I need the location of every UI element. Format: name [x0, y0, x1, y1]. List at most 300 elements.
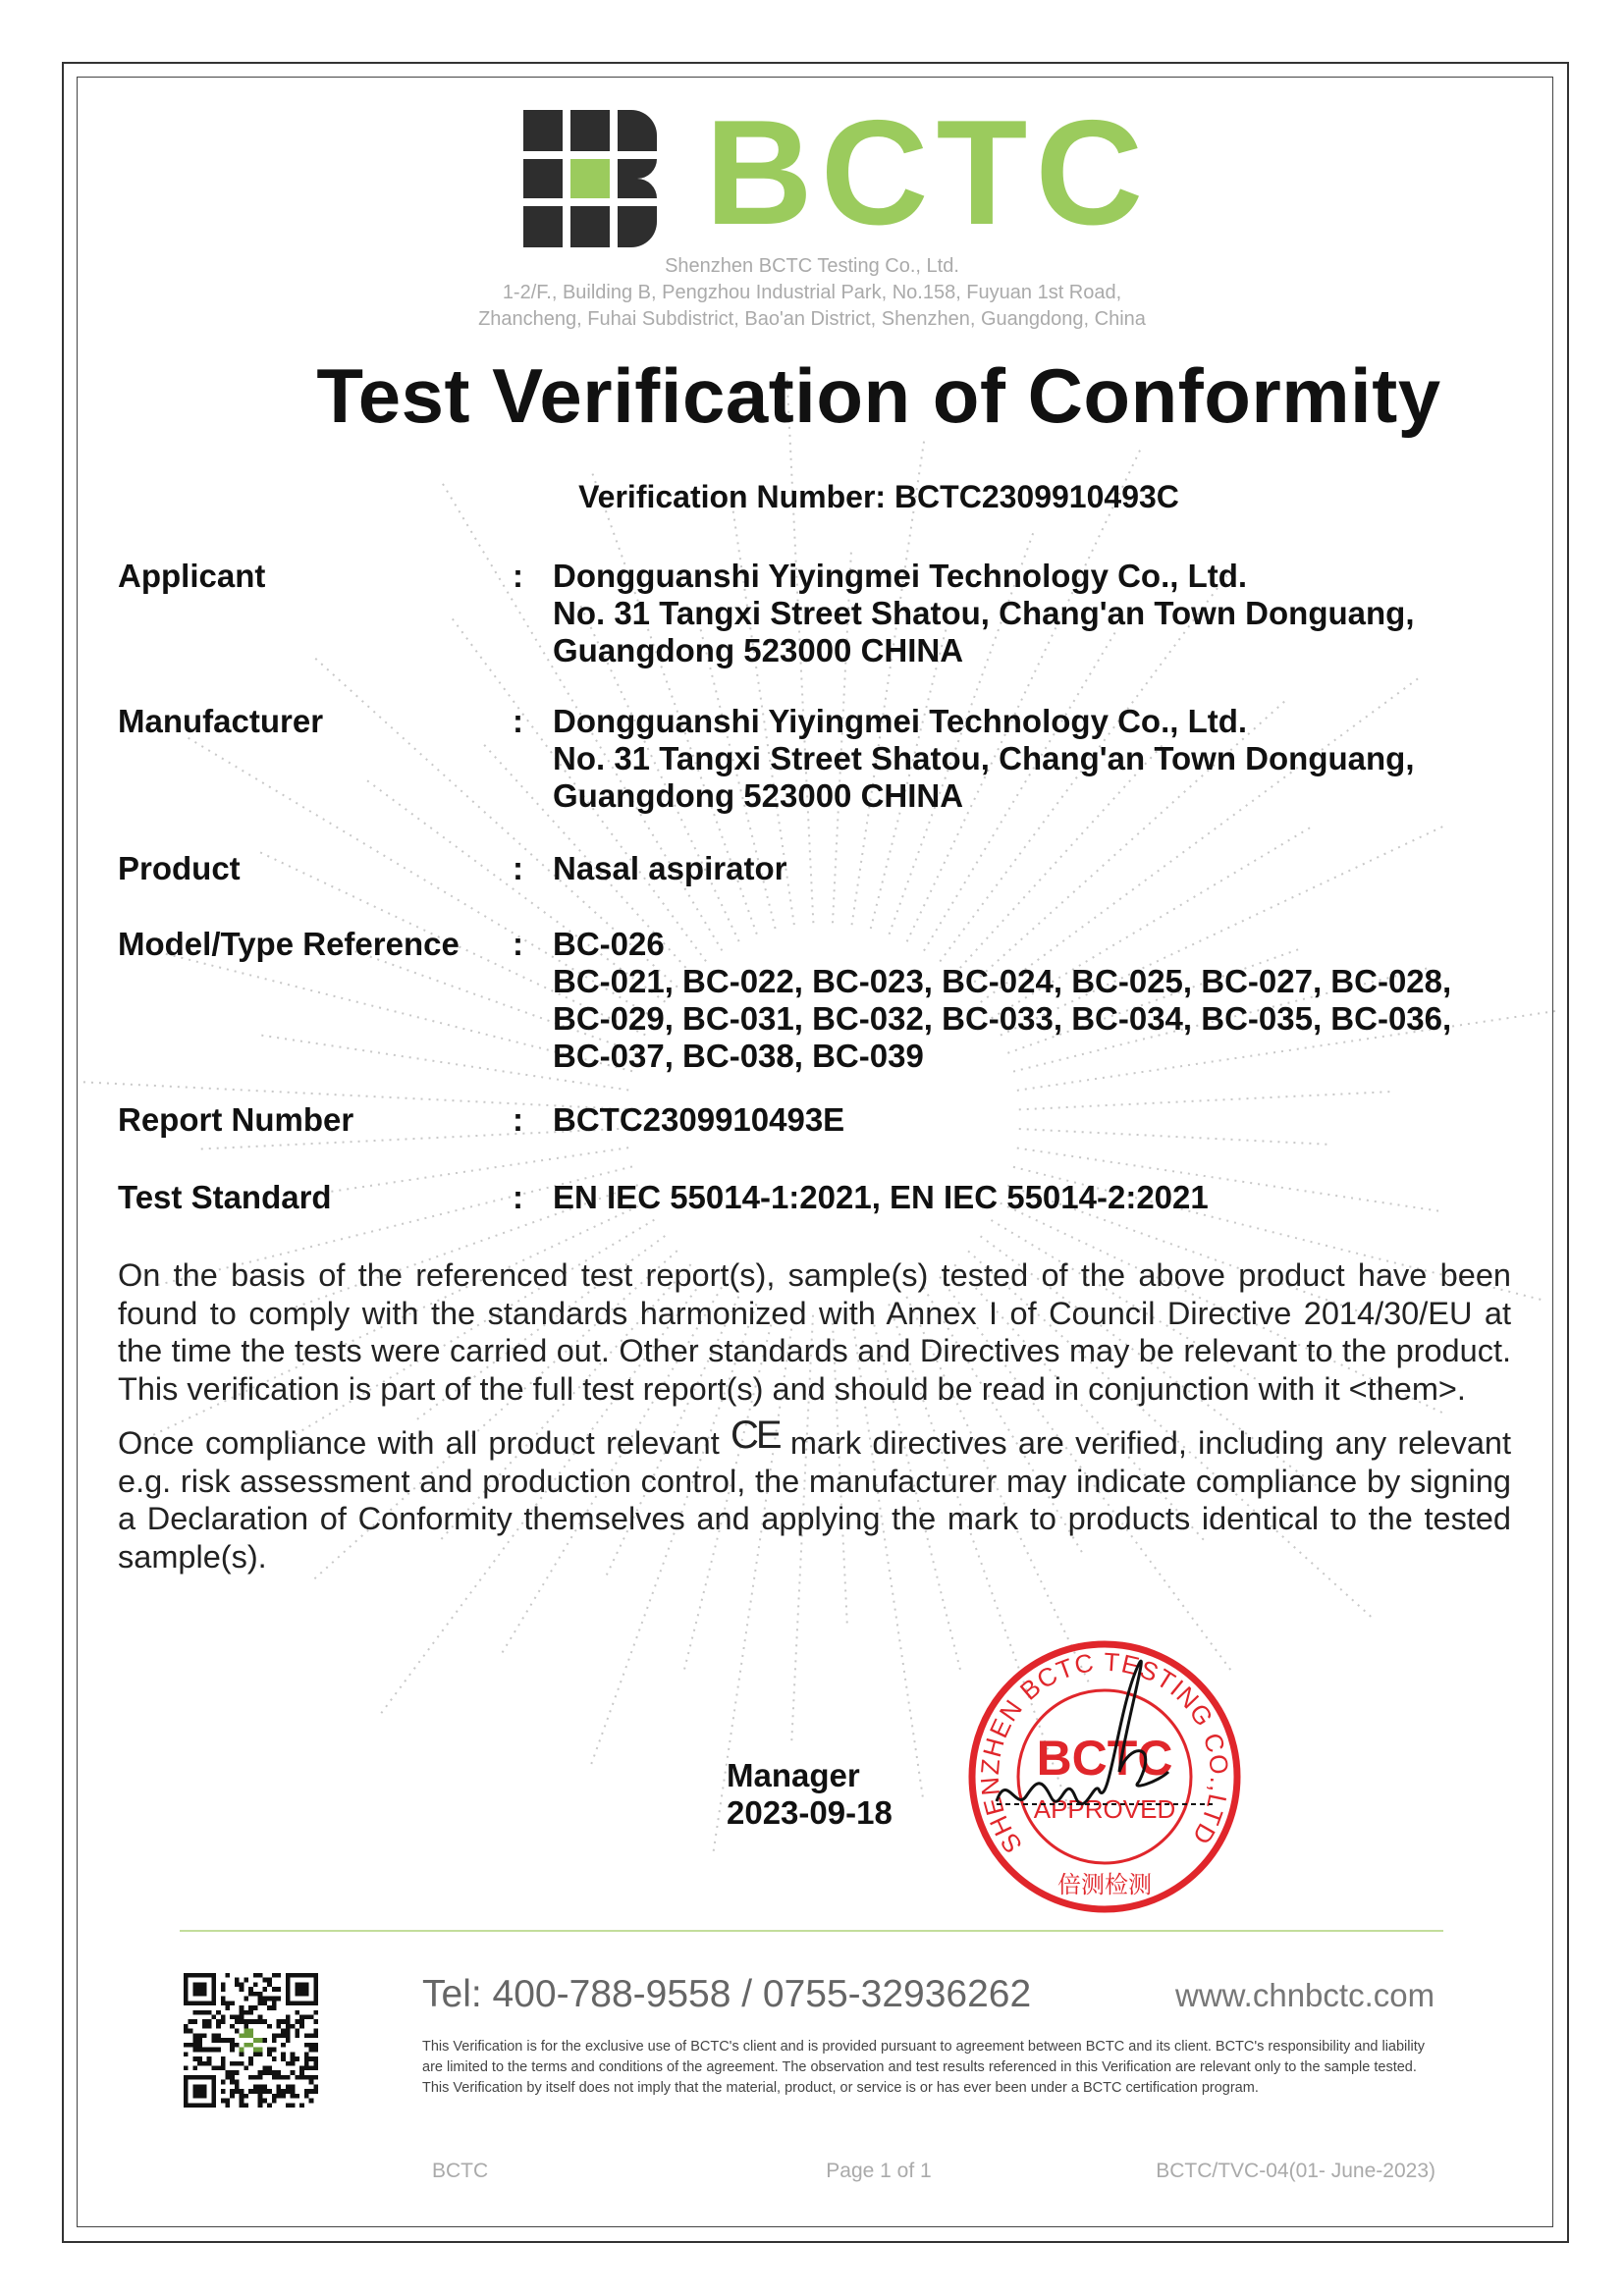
field-value [553, 926, 1451, 1075]
field-value [553, 558, 1414, 669]
qr-module [313, 2033, 318, 2038]
qr-module [281, 2094, 286, 2099]
qr-module [226, 2075, 231, 2080]
qr-module [309, 2089, 314, 2094]
qr-module [286, 2033, 291, 2038]
qr-module [240, 2052, 244, 2056]
qr-module [299, 2019, 304, 2024]
qr-module [248, 2029, 253, 2034]
qr-module [221, 1987, 226, 1992]
qr-module [262, 2065, 267, 2070]
qr-module [240, 2010, 244, 2015]
qr-module [253, 2005, 258, 2010]
qr-module [221, 2056, 226, 2061]
svg-text:SHENZHEN BCTC TESTING CO.,LTD: SHENZHEN BCTC TESTING CO.,LTD [974, 1646, 1235, 1859]
qr-module [244, 2029, 248, 2034]
qr-module [286, 2015, 291, 2020]
qr-module [313, 2010, 318, 2015]
qr-module [299, 2065, 304, 2070]
qr-module [281, 2089, 286, 2094]
qr-module [230, 2043, 235, 2048]
qr-module [267, 1978, 272, 1983]
qr-module [267, 2065, 272, 2070]
qr-module [226, 2070, 231, 2075]
footer-left: BCTC [432, 2160, 489, 2182]
qr-module [226, 1973, 231, 1978]
qr-module [267, 2048, 272, 2053]
qr-module [235, 2061, 240, 2066]
qr-module [304, 2052, 309, 2056]
qr-module [291, 2056, 296, 2061]
qr-module [230, 2015, 235, 2020]
field-value-line: Nasal aspirator [553, 850, 787, 886]
qr-module [221, 2089, 226, 2094]
field-value [553, 1179, 1209, 1216]
qr-module [240, 2061, 244, 2066]
field-value-line: BC-026 [553, 926, 665, 962]
qr-module [295, 2075, 299, 2080]
field-value-line: Guangdong 523000 CHINA [553, 632, 964, 668]
qr-module [192, 2010, 197, 2015]
ce-paragraph [118, 1414, 1511, 1575]
qr-module [248, 2043, 253, 2048]
qr-module [226, 2099, 231, 2104]
qr-module [244, 2094, 248, 2099]
ce-text-before: Once compliance with all product relevant [118, 1425, 720, 1461]
qr-module [262, 2038, 267, 2043]
qr-module [272, 2099, 277, 2104]
qr-module [197, 2056, 202, 2061]
qr-module [304, 2075, 309, 2080]
qr-module [184, 2024, 189, 2029]
qr-module [221, 2015, 226, 2020]
qr-module [248, 1992, 253, 1997]
qr-module [267, 2070, 272, 2075]
qr-module [216, 2033, 221, 2038]
field-value [553, 850, 786, 887]
qr-module [244, 1978, 248, 1983]
qr-module [272, 2056, 277, 2061]
qr-module [248, 2056, 253, 2061]
qr-module [211, 2048, 216, 2053]
page-title: Test Verification of Conformity [316, 352, 1441, 439]
qr-module [192, 2065, 197, 2070]
qr-module [281, 2029, 286, 2034]
qr-module [309, 2099, 314, 2104]
qr-module [253, 2019, 258, 2024]
qr-finder [192, 2084, 206, 2098]
qr-module [272, 2005, 277, 2010]
qr-module [207, 2024, 212, 2029]
qr-module [286, 2061, 291, 2066]
qr-module [216, 2065, 221, 2070]
qr-module [253, 1973, 258, 1978]
qr-module [272, 2048, 277, 2053]
qr-module [276, 1997, 281, 2002]
signature-block [727, 1757, 893, 1832]
field-value-line: No. 31 Tangxi Street Shatou, Chang'an Town Donguang, [553, 740, 1415, 776]
field-value-line: Dongguanshi Yiyingmei Technology Co., Ltd. [553, 703, 1248, 739]
qr-module [235, 2089, 240, 2094]
qr-module [240, 1982, 244, 1987]
svg-text:BCTC: BCTC [1036, 1731, 1173, 1786]
qr-module [248, 2005, 253, 2010]
qr-module [272, 1997, 277, 2002]
qr-module [281, 2033, 286, 2038]
qr-module [192, 2043, 197, 2048]
qr-module [189, 2019, 193, 2024]
qr-module [253, 2048, 258, 2053]
qr-module [244, 2024, 248, 2029]
qr-module [262, 1997, 267, 2002]
qr-module [313, 2089, 318, 2094]
qr-module [267, 1982, 272, 1987]
disclaimer: This Verification is for the exclusive use of BCTC's client and is provided pursuant to agreement between BCTC and its client. BCTC's responsibility and liability are limited to the terms and conditions of the agreement. The observation and test results referenced in this Verification are relevant only to the sample tested. This Verification by itself does not imply that the material, product, or service is or has ever been under a BCTC certification program. [422, 2039, 1426, 2096]
field-value-line: BC-037, BC-038, BC-039 [553, 1038, 924, 1074]
qr-module [211, 2038, 216, 2043]
verification-number: Verification Number: BCTC2309910493C [578, 479, 1179, 514]
qr-module [235, 1982, 240, 1987]
qr-module [197, 2043, 202, 2048]
qr-module [235, 2029, 240, 2034]
qr-module [295, 2056, 299, 2061]
qr-module [216, 2019, 221, 2024]
qr-module [235, 2084, 240, 2089]
qr-finder [192, 1982, 206, 1996]
qr-module [230, 2089, 235, 2094]
company-address-1: 1-2/F., Building B, Pengzhou Industrial Park, No.158, Fuyuan 1st Road, [502, 282, 1122, 303]
qr-module [202, 2048, 207, 2053]
qr-module [281, 2075, 286, 2080]
qr-module [244, 2103, 248, 2108]
qr-module [262, 2099, 267, 2104]
qr-module [276, 1973, 281, 1978]
qr-module [267, 2024, 272, 2029]
qr-module [240, 2099, 244, 2104]
field-label: Model/Type Reference [118, 926, 460, 962]
qr-module [313, 2056, 318, 2061]
qr-module [244, 2065, 248, 2070]
qr-module [197, 2033, 202, 2038]
qr-module [192, 2048, 197, 2053]
qr-module [202, 2010, 207, 2015]
qr-module [304, 2094, 309, 2099]
qr-module [202, 2061, 207, 2066]
company-name: Shenzhen BCTC Testing Co., Ltd. [665, 255, 959, 277]
qr-module [281, 2052, 286, 2056]
signatory-title: Manager [727, 1757, 860, 1793]
qr-module [272, 2001, 277, 2005]
qr-module [184, 2052, 189, 2056]
qr-module [299, 2015, 304, 2020]
qr-module [309, 2043, 314, 2048]
qr-module [253, 1992, 258, 1997]
qr-module [230, 2048, 235, 2053]
qr-module [216, 2038, 221, 2043]
qr-module [304, 2056, 309, 2061]
qr-module [313, 2048, 318, 2053]
qr-module [248, 2061, 253, 2066]
footer-divider [180, 1930, 1443, 1932]
qr-module [221, 1997, 226, 2002]
company-seal-stamp [957, 1629, 1252, 1924]
qr-module [207, 2061, 212, 2066]
qr-module [230, 2061, 235, 2066]
qr-module [276, 2084, 281, 2089]
qr-module [192, 2038, 197, 2043]
website-link[interactable]: www.chnbctc.com [1175, 1977, 1435, 2013]
qr-module [291, 2103, 296, 2108]
qr-module [211, 2033, 216, 2038]
svg-text:倍测检测: 倍测检测 [1057, 1871, 1152, 1898]
qr-module [313, 2029, 318, 2034]
qr-module [253, 2075, 258, 2080]
field-value [553, 703, 1414, 815]
qr-module [313, 2065, 318, 2070]
telephone: Tel: 400-788-9558 / 0755-32936262 [422, 1973, 1032, 2015]
field-value-line: BC-029, BC-031, BC-032, BC-033, BC-034, BC-035, BC-036, [553, 1000, 1452, 1037]
qr-module [221, 2099, 226, 2104]
qr-module [230, 2094, 235, 2099]
qr-code [184, 1973, 318, 2108]
qr-module [226, 2001, 231, 2005]
qr-module [248, 2075, 253, 2080]
qr-module [202, 2019, 207, 2024]
qr-module [299, 2070, 304, 2075]
qr-module [262, 2019, 267, 2024]
qr-module [272, 1987, 277, 1992]
qr-module [235, 2015, 240, 2020]
qr-module [216, 2024, 221, 2029]
qr-module [304, 2033, 309, 2038]
qr-module [192, 2019, 197, 2024]
qr-module [221, 2038, 226, 2043]
qr-module [262, 2084, 267, 2089]
qr-module [240, 1987, 244, 1992]
qr-module [258, 2075, 263, 2080]
qr-module [272, 2094, 277, 2099]
field-label: Report Number [118, 1101, 354, 1138]
field-value-line: BC-021, BC-022, BC-023, BC-024, BC-025, BC-027, BC-028, [553, 963, 1452, 999]
qr-module [258, 2103, 263, 2108]
qr-module [221, 1982, 226, 1987]
company-address-2: Zhancheng, Fuhai Subdistrict, Bao'an District, Shenzhen, Guangdong, China [478, 308, 1146, 330]
qr-module [309, 2080, 314, 2085]
qr-module [221, 2080, 226, 2085]
qr-module [248, 2089, 253, 2094]
qr-module [309, 2075, 314, 2080]
qr-module [226, 2038, 231, 2043]
qr-module [240, 2033, 244, 2038]
qr-module [184, 2065, 189, 2070]
qr-module [202, 2033, 207, 2038]
qr-module [221, 2065, 226, 2070]
qr-module [258, 2094, 263, 2099]
qr-module [230, 2070, 235, 2075]
qr-module [197, 2048, 202, 2053]
qr-finder [295, 1982, 308, 1996]
qr-module [258, 2015, 263, 2020]
field-label: Test Standard [118, 1179, 332, 1215]
qr-module [313, 2075, 318, 2080]
qr-module [262, 1987, 267, 1992]
qr-module [211, 2065, 216, 2070]
qr-module [207, 2056, 212, 2061]
compliance-paragraph: On the basis of the referenced test report(s), sample(s) tested of the above product have been found to comply with the standards harmonized with Annex I of Council Directive 2014/30/EU at the time the tests were carried out. Other standards and Directives may be relevant to the product. This verification is part of the full test report(s) and should be read in conjunction with it <them>. [118, 1257, 1511, 1407]
qr-module [309, 2056, 314, 2061]
qr-module [244, 2019, 248, 2024]
qr-module [244, 2043, 248, 2048]
qr-module [258, 2019, 263, 2024]
qr-module [189, 2029, 193, 2034]
qr-module [276, 2033, 281, 2038]
qr-module [192, 2056, 197, 2061]
qr-module [244, 2033, 248, 2038]
qr-module [286, 2024, 291, 2029]
qr-module [291, 2070, 296, 2075]
field-value-line: BCTC2309910493E [553, 1101, 845, 1138]
field-label: Applicant [118, 558, 266, 594]
field-colon: : [513, 703, 523, 739]
field-value [553, 1101, 844, 1139]
qr-module [258, 2084, 263, 2089]
field-value-line: No. 31 Tangxi Street Shatou, Chang'an Town Donguang, [553, 595, 1415, 631]
qr-module [240, 2089, 244, 2094]
qr-module [240, 2019, 244, 2024]
qr-module [304, 2061, 309, 2066]
qr-module [253, 2089, 258, 2094]
qr-module [248, 2010, 253, 2015]
qr-module [221, 2019, 226, 2024]
qr-module [240, 2094, 244, 2099]
qr-module [295, 2010, 299, 2015]
qr-module [286, 2089, 291, 2094]
qr-module [258, 1973, 263, 1978]
qr-module [286, 2075, 291, 2080]
qr-module [262, 2001, 267, 2005]
qr-module [230, 2075, 235, 2080]
qr-module [240, 2103, 244, 2108]
qr-module [258, 2052, 263, 2056]
qr-module [299, 2024, 304, 2029]
qr-module [313, 2061, 318, 2066]
qr-module [197, 2061, 202, 2066]
qr-module [189, 2043, 193, 2048]
ce-text-after: mark directives are verified, including any relevant e.g. risk assessment and production control, the manufacturer may indicate compliance by signing a Declaration of Conformity themselves and applying the mark to products identical to the tested sample(s). [118, 1425, 1511, 1575]
body-paragraphs [118, 1256, 1511, 1575]
qr-module [240, 2005, 244, 2010]
qr-module [313, 2043, 318, 2048]
qr-module [267, 1997, 272, 2002]
qr-module [211, 2015, 216, 2020]
qr-module [258, 2070, 263, 2075]
qr-module [267, 2052, 272, 2056]
form-code: BCTC/TVC-04(01- June-2023) [1156, 2160, 1435, 2182]
qr-module [276, 2094, 281, 2099]
qr-module [197, 2038, 202, 2043]
qr-module [299, 2103, 304, 2108]
qr-module [230, 2001, 235, 2005]
qr-module [230, 2024, 235, 2029]
qr-module [221, 2061, 226, 2066]
qr-module [304, 2043, 309, 2048]
qr-module [286, 2038, 291, 2043]
qr-module [258, 2089, 263, 2094]
field-colon: : [513, 558, 523, 594]
field-value-line: EN IEC 55014-1:2021, EN IEC 55014-2:2021 [553, 1179, 1209, 1215]
qr-module [197, 2010, 202, 2015]
qr-module [235, 1978, 240, 1983]
qr-module [216, 2048, 221, 2053]
qr-module [235, 2019, 240, 2024]
qr-module [202, 2024, 207, 2029]
qr-module [184, 2029, 189, 2034]
qr-module [286, 2029, 291, 2034]
qr-module [248, 2019, 253, 2024]
qr-module [272, 2038, 277, 2043]
qr-module [253, 1982, 258, 1987]
qr-module [291, 2094, 296, 2099]
qr-module [276, 2075, 281, 2080]
qr-module [262, 2089, 267, 2094]
bctc-grid-b-icon [523, 110, 657, 247]
qr-module [295, 2094, 299, 2099]
qr-module [276, 2019, 281, 2024]
qr-module [235, 2043, 240, 2048]
qr-module [291, 2061, 296, 2066]
qr-module [207, 2010, 212, 2015]
qr-module [309, 2015, 314, 2020]
qr-module [291, 2084, 296, 2089]
qr-module [291, 2089, 296, 2094]
qr-module [226, 2005, 231, 2010]
qr-module [216, 2010, 221, 2015]
qr-module [192, 2033, 197, 2038]
ce-mark-icon: CE [731, 1414, 780, 1457]
qr-module [235, 2080, 240, 2085]
qr-module [267, 2103, 272, 2108]
qr-module [240, 2015, 244, 2020]
qr-module [253, 2052, 258, 2056]
field-colon: : [513, 1101, 523, 1138]
qr-module [272, 2033, 277, 2038]
qr-module [309, 2065, 314, 2070]
qr-module [262, 1978, 267, 1983]
qr-module [258, 1997, 263, 2002]
qr-module [281, 2056, 286, 2061]
field-colon: : [513, 1179, 523, 1215]
qr-module [286, 2019, 291, 2024]
field-colon: : [513, 926, 523, 962]
qr-module [304, 2089, 309, 2094]
field-label: Product [118, 850, 241, 886]
qr-module [207, 2048, 212, 2053]
qr-module [184, 2043, 189, 2048]
qr-module [230, 2038, 235, 2043]
qr-module [240, 2048, 244, 2053]
field-value-line: Dongguanshi Yiyingmei Technology Co., Ltd. [553, 558, 1248, 594]
qr-module [258, 1992, 263, 1997]
qr-module [272, 1973, 277, 1978]
qr-module [267, 2005, 272, 2010]
qr-module [295, 2029, 299, 2034]
signature-date: 2023-09-18 [727, 1794, 893, 1831]
qr-module [281, 2019, 286, 2024]
qr-module [286, 2103, 291, 2108]
qr-module [295, 2019, 299, 2024]
qr-module [258, 2048, 263, 2053]
qr-module [248, 2033, 253, 2038]
